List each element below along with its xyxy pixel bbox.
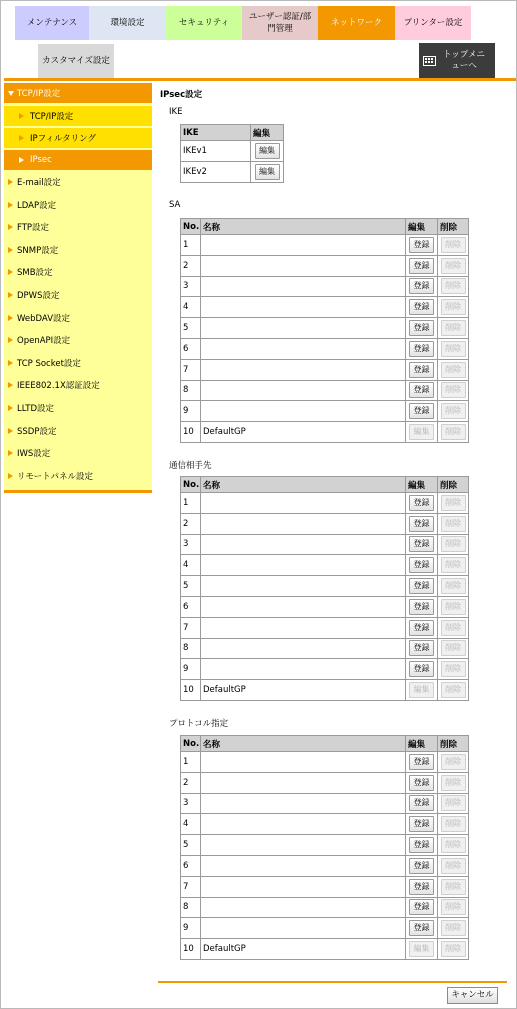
ike-section-label: IKE: [169, 107, 183, 117]
sidebar-item-label: SNMP設定: [17, 245, 59, 256]
tab-customize[interactable]: [38, 44, 114, 78]
delete-button[interactable]: 削除: [441, 640, 466, 656]
table-row: [181, 918, 469, 939]
register-button[interactable]: 登録: [409, 578, 434, 594]
register-button[interactable]: 登録: [409, 516, 434, 532]
table-row: [181, 534, 469, 555]
sa-section-label: SA: [169, 200, 181, 210]
row-name: [201, 555, 406, 576]
column-header: 名称: [201, 736, 406, 752]
ike-table: [180, 124, 284, 183]
column-header: 編集: [251, 125, 284, 141]
row-name: [201, 235, 406, 256]
register-button[interactable]: 登録: [409, 879, 434, 895]
row-number: 8: [181, 638, 201, 659]
row-name: [201, 534, 406, 555]
register-button[interactable]: 登録: [409, 620, 434, 636]
table-row: [181, 401, 469, 422]
delete-button[interactable]: 削除: [441, 278, 466, 294]
ike-name: IKEv1: [181, 141, 251, 162]
delete-button[interactable]: 削除: [441, 879, 466, 895]
sidebar-item-label: WebDAV設定: [17, 313, 71, 324]
table-row: [181, 297, 469, 318]
table-row: [181, 141, 284, 162]
sidebar-item-label: リモートパネル設定: [17, 471, 93, 482]
delete-button[interactable]: 削除: [441, 299, 466, 315]
row-name: DefaultGP: [201, 422, 406, 443]
register-button[interactable]: 登録: [409, 341, 434, 357]
table-row: [181, 318, 469, 339]
row-number: 9: [181, 659, 201, 680]
row-number: 4: [181, 814, 201, 835]
table-row: [181, 555, 469, 576]
table-row: [181, 814, 469, 835]
table-row: [181, 276, 469, 297]
column-header: 編集: [406, 477, 438, 493]
sidebar-item-label: IEEE802.1X認証設定: [17, 381, 100, 392]
tab-label: プリンター設定: [403, 18, 463, 28]
tab-label: メンテナンス: [26, 18, 78, 28]
register-button[interactable]: 登録: [409, 536, 434, 552]
register-button[interactable]: 登録: [409, 237, 434, 253]
arrow-right-icon: [8, 360, 13, 366]
table-row: [181, 939, 469, 960]
delete-button[interactable]: 削除: [441, 620, 466, 636]
sidebar-item[interactable]: [4, 466, 152, 486]
row-name: [201, 638, 406, 659]
delete-button[interactable]: 削除: [441, 578, 466, 594]
register-button[interactable]: 登録: [409, 557, 434, 573]
delete-button[interactable]: 削除: [441, 536, 466, 552]
ike-name: IKEv2: [181, 161, 251, 182]
table-row: [181, 359, 469, 380]
delete-button[interactable]: 削除: [441, 557, 466, 573]
row-name: [201, 297, 406, 318]
table-row: [181, 617, 469, 638]
top-menu-label: トップメニューへ: [443, 49, 485, 71]
arrow-right-icon: [8, 224, 13, 230]
sidebar-item[interactable]: [4, 285, 152, 305]
row-number: 1: [181, 235, 201, 256]
tab-printer[interactable]: [395, 6, 471, 40]
sidebar-item-label: FTP設定: [17, 223, 50, 234]
register-button[interactable]: 登録: [409, 858, 434, 874]
row-name: [201, 659, 406, 680]
tab-label: ネットワーク: [330, 18, 382, 28]
register-button[interactable]: 登録: [409, 795, 434, 811]
row-name: [201, 855, 406, 876]
delete-button[interactable]: 削除: [441, 795, 466, 811]
arrow-right-icon: [8, 315, 13, 321]
row-number: 10: [181, 422, 201, 443]
sidebar: [4, 83, 152, 491]
sidebar-item-label: DPWS設定: [17, 291, 60, 301]
arrow-right-icon: [8, 247, 13, 253]
register-button[interactable]: 登録: [409, 775, 434, 791]
delete-button[interactable]: 削除: [441, 682, 466, 698]
row-name: [201, 576, 406, 597]
tab-security[interactable]: [166, 6, 242, 40]
row-number: 2: [181, 772, 201, 793]
row-name: [201, 359, 406, 380]
sidebar-item-label: IWS設定: [17, 449, 51, 460]
delete-button[interactable]: 削除: [441, 661, 466, 677]
arrow-right-icon: [8, 179, 13, 185]
row-number: 5: [181, 318, 201, 339]
sidebar-item-label: IPsec: [30, 155, 52, 165]
arrow-right-icon: [8, 202, 13, 208]
sidebar-item-label: SMB設定: [17, 268, 53, 279]
table-row: [181, 752, 469, 773]
table-row: [181, 835, 469, 856]
chevron-down-icon: [8, 91, 14, 96]
row-name: [201, 255, 406, 276]
row-number: 6: [181, 855, 201, 876]
delete-button[interactable]: 削除: [441, 775, 466, 791]
register-button[interactable]: 登録: [409, 837, 434, 853]
edit-button[interactable]: 編集: [409, 682, 434, 698]
table-row: [181, 513, 469, 534]
sidebar-item[interactable]: [4, 443, 152, 463]
footer-divider: [158, 981, 507, 983]
sidebar-item[interactable]: [4, 421, 152, 441]
arrow-right-icon: [8, 292, 13, 298]
row-number: 9: [181, 918, 201, 939]
sidebar-item[interactable]: [4, 353, 152, 373]
delete-button[interactable]: 削除: [441, 424, 466, 440]
delete-button[interactable]: 削除: [441, 920, 466, 936]
table-row: [181, 793, 469, 814]
sidebar-item[interactable]: [4, 240, 152, 260]
column-header: 削除: [438, 477, 469, 493]
column-header: No.: [181, 477, 201, 493]
row-name: [201, 276, 406, 297]
register-button[interactable]: 登録: [409, 661, 434, 677]
sidebar-subitem-ipsec[interactable]: [4, 150, 152, 170]
sidebar-subitem-tcpip[interactable]: [4, 106, 152, 126]
tab-user-auth[interactable]: [242, 6, 318, 40]
arrow-right-icon: [19, 157, 24, 163]
arrow-right-icon: [8, 473, 13, 479]
column-header: No.: [181, 219, 201, 235]
delete-button[interactable]: 削除: [441, 362, 466, 378]
row-number: 8: [181, 897, 201, 918]
row-name: [201, 876, 406, 897]
row-name: [201, 793, 406, 814]
arrow-right-icon: [8, 450, 13, 456]
table-row: [181, 638, 469, 659]
row-name: [201, 380, 406, 401]
register-button[interactable]: 登録: [409, 299, 434, 315]
tab-label: セキュリティ: [178, 18, 230, 28]
row-name: [201, 752, 406, 773]
protocol-section-label: プロトコル指定: [169, 719, 229, 729]
row-number: 7: [181, 617, 201, 638]
row-name: [201, 772, 406, 793]
row-name: DefaultGP: [201, 939, 406, 960]
edit-button[interactable]: 編集: [255, 164, 280, 180]
row-number: 7: [181, 359, 201, 380]
row-number: 9: [181, 401, 201, 422]
row-number: 2: [181, 255, 201, 276]
sidebar-item-label: E-mail設定: [17, 178, 61, 188]
table-row: [181, 338, 469, 359]
row-number: 5: [181, 835, 201, 856]
sidebar-item-label: IPフィルタリング: [30, 134, 96, 144]
edit-button[interactable]: 編集: [255, 143, 280, 159]
table-row: [181, 596, 469, 617]
register-button[interactable]: 登録: [409, 382, 434, 398]
row-number: 6: [181, 596, 201, 617]
row-name: [201, 617, 406, 638]
arrow-right-icon: [8, 405, 13, 411]
header-divider: [4, 78, 516, 81]
table-row: [181, 235, 469, 256]
row-number: 4: [181, 555, 201, 576]
delete-button[interactable]: 削除: [441, 258, 466, 274]
register-button[interactable]: 登録: [409, 640, 434, 656]
sidebar-subitem-ipfilter[interactable]: [4, 128, 152, 148]
row-name: [201, 401, 406, 422]
register-button[interactable]: 登録: [409, 495, 434, 511]
delete-button[interactable]: 削除: [441, 382, 466, 398]
row-number: 3: [181, 276, 201, 297]
sidebar-item[interactable]: [4, 172, 152, 192]
row-number: 4: [181, 297, 201, 318]
arrow-right-icon: [8, 269, 13, 275]
delete-button[interactable]: 削除: [441, 516, 466, 532]
row-name: [201, 513, 406, 534]
delete-button[interactable]: 削除: [441, 403, 466, 419]
row-name: [201, 596, 406, 617]
delete-button[interactable]: 削除: [441, 754, 466, 770]
tab-label: 環境設定: [110, 18, 145, 28]
column-header: 編集: [406, 219, 438, 235]
row-name: [201, 835, 406, 856]
row-number: 10: [181, 939, 201, 960]
edit-button[interactable]: 編集: [409, 424, 434, 440]
table-row: [181, 680, 469, 701]
page-title: IPsec設定: [160, 90, 203, 100]
table-row: [181, 380, 469, 401]
register-button[interactable]: 登録: [409, 754, 434, 770]
column-header: 削除: [438, 736, 469, 752]
cancel-button[interactable]: キャンセル: [447, 987, 498, 1004]
table-row: [181, 772, 469, 793]
table-row: [181, 855, 469, 876]
delete-button[interactable]: 削除: [441, 816, 466, 832]
row-number: 1: [181, 493, 201, 514]
register-button[interactable]: 登録: [409, 362, 434, 378]
delete-button[interactable]: 削除: [441, 495, 466, 511]
row-number: 3: [181, 793, 201, 814]
register-button[interactable]: 登録: [409, 816, 434, 832]
sidebar-item-label: LLTD設定: [17, 404, 55, 414]
register-button[interactable]: 登録: [409, 920, 434, 936]
sidebar-item[interactable]: [4, 330, 152, 350]
protocol-table: [180, 735, 469, 960]
row-number: 3: [181, 534, 201, 555]
row-name: [201, 318, 406, 339]
sidebar-divider: [4, 490, 152, 493]
sidebar-item[interactable]: [4, 262, 152, 282]
delete-button[interactable]: 削除: [441, 941, 466, 957]
sidebar-item-label: SSDP設定: [17, 426, 57, 437]
column-header: 編集: [406, 736, 438, 752]
register-button[interactable]: 登録: [409, 320, 434, 336]
register-button[interactable]: 登録: [409, 599, 434, 615]
arrow-right-icon: [19, 113, 24, 119]
row-name: [201, 338, 406, 359]
sidebar-item[interactable]: [4, 375, 152, 395]
table-row: [181, 422, 469, 443]
row-number: 5: [181, 576, 201, 597]
edit-button[interactable]: 編集: [409, 941, 434, 957]
sidebar-item-label: TCP Socket設定: [17, 358, 81, 369]
delete-button[interactable]: 削除: [441, 858, 466, 874]
table-row: [181, 897, 469, 918]
table-row: [181, 876, 469, 897]
delete-button[interactable]: 削除: [441, 899, 466, 915]
row-name: [201, 493, 406, 514]
delete-button[interactable]: 削除: [441, 237, 466, 253]
delete-button[interactable]: 削除: [441, 320, 466, 336]
sa-table: [180, 218, 469, 443]
table-row: [181, 255, 469, 276]
register-button[interactable]: 登録: [409, 258, 434, 274]
row-number: 10: [181, 680, 201, 701]
sidebar-item[interactable]: [4, 398, 152, 418]
delete-button[interactable]: 削除: [441, 837, 466, 853]
arrow-right-icon: [8, 337, 13, 343]
delete-button[interactable]: 削除: [441, 599, 466, 615]
table-row: [181, 493, 469, 514]
row-number: 7: [181, 876, 201, 897]
tab-network[interactable]: [318, 6, 395, 40]
register-button[interactable]: 登録: [409, 899, 434, 915]
column-header: No.: [181, 736, 201, 752]
tab-label: ユーザー認証/部門管理: [248, 12, 312, 34]
sidebar-item-label: OpenAPI設定: [17, 336, 71, 347]
row-name: [201, 918, 406, 939]
row-name: [201, 897, 406, 918]
table-row: [181, 659, 469, 680]
top-menu-button[interactable]: [419, 43, 495, 78]
peer-table: [180, 476, 469, 701]
register-button[interactable]: 登録: [409, 278, 434, 294]
table-row: [181, 576, 469, 597]
tab-environment[interactable]: [89, 6, 166, 40]
sidebar-item-label: TCP/IP設定: [17, 89, 61, 99]
register-button[interactable]: 登録: [409, 403, 434, 419]
sidebar-item-label: TCP/IP設定: [30, 112, 74, 122]
column-header: 名称: [201, 477, 406, 493]
table-row: [181, 161, 284, 182]
sidebar-item-label: LDAP設定: [17, 200, 57, 211]
sidebar-item[interactable]: [4, 195, 152, 215]
row-number: 6: [181, 338, 201, 359]
row-name: DefaultGP: [201, 680, 406, 701]
arrow-right-icon: [8, 382, 13, 388]
menu-icon: [423, 56, 436, 66]
arrow-right-icon: [19, 135, 24, 141]
delete-button[interactable]: 削除: [441, 341, 466, 357]
sidebar-item[interactable]: [4, 217, 152, 237]
tab-maintenance[interactable]: [15, 6, 89, 40]
column-header: 削除: [438, 219, 469, 235]
peer-section-label: 通信相手先: [169, 461, 212, 471]
sidebar-item[interactable]: [4, 308, 152, 328]
row-number: 1: [181, 752, 201, 773]
row-number: 8: [181, 380, 201, 401]
row-name: [201, 814, 406, 835]
column-header: IKE: [181, 125, 251, 141]
tab-label: カスタマイズ設定: [42, 56, 110, 66]
column-header: 名称: [201, 219, 406, 235]
arrow-right-icon: [8, 428, 13, 434]
sidebar-group-tcpip[interactable]: [4, 83, 152, 103]
row-number: 2: [181, 513, 201, 534]
